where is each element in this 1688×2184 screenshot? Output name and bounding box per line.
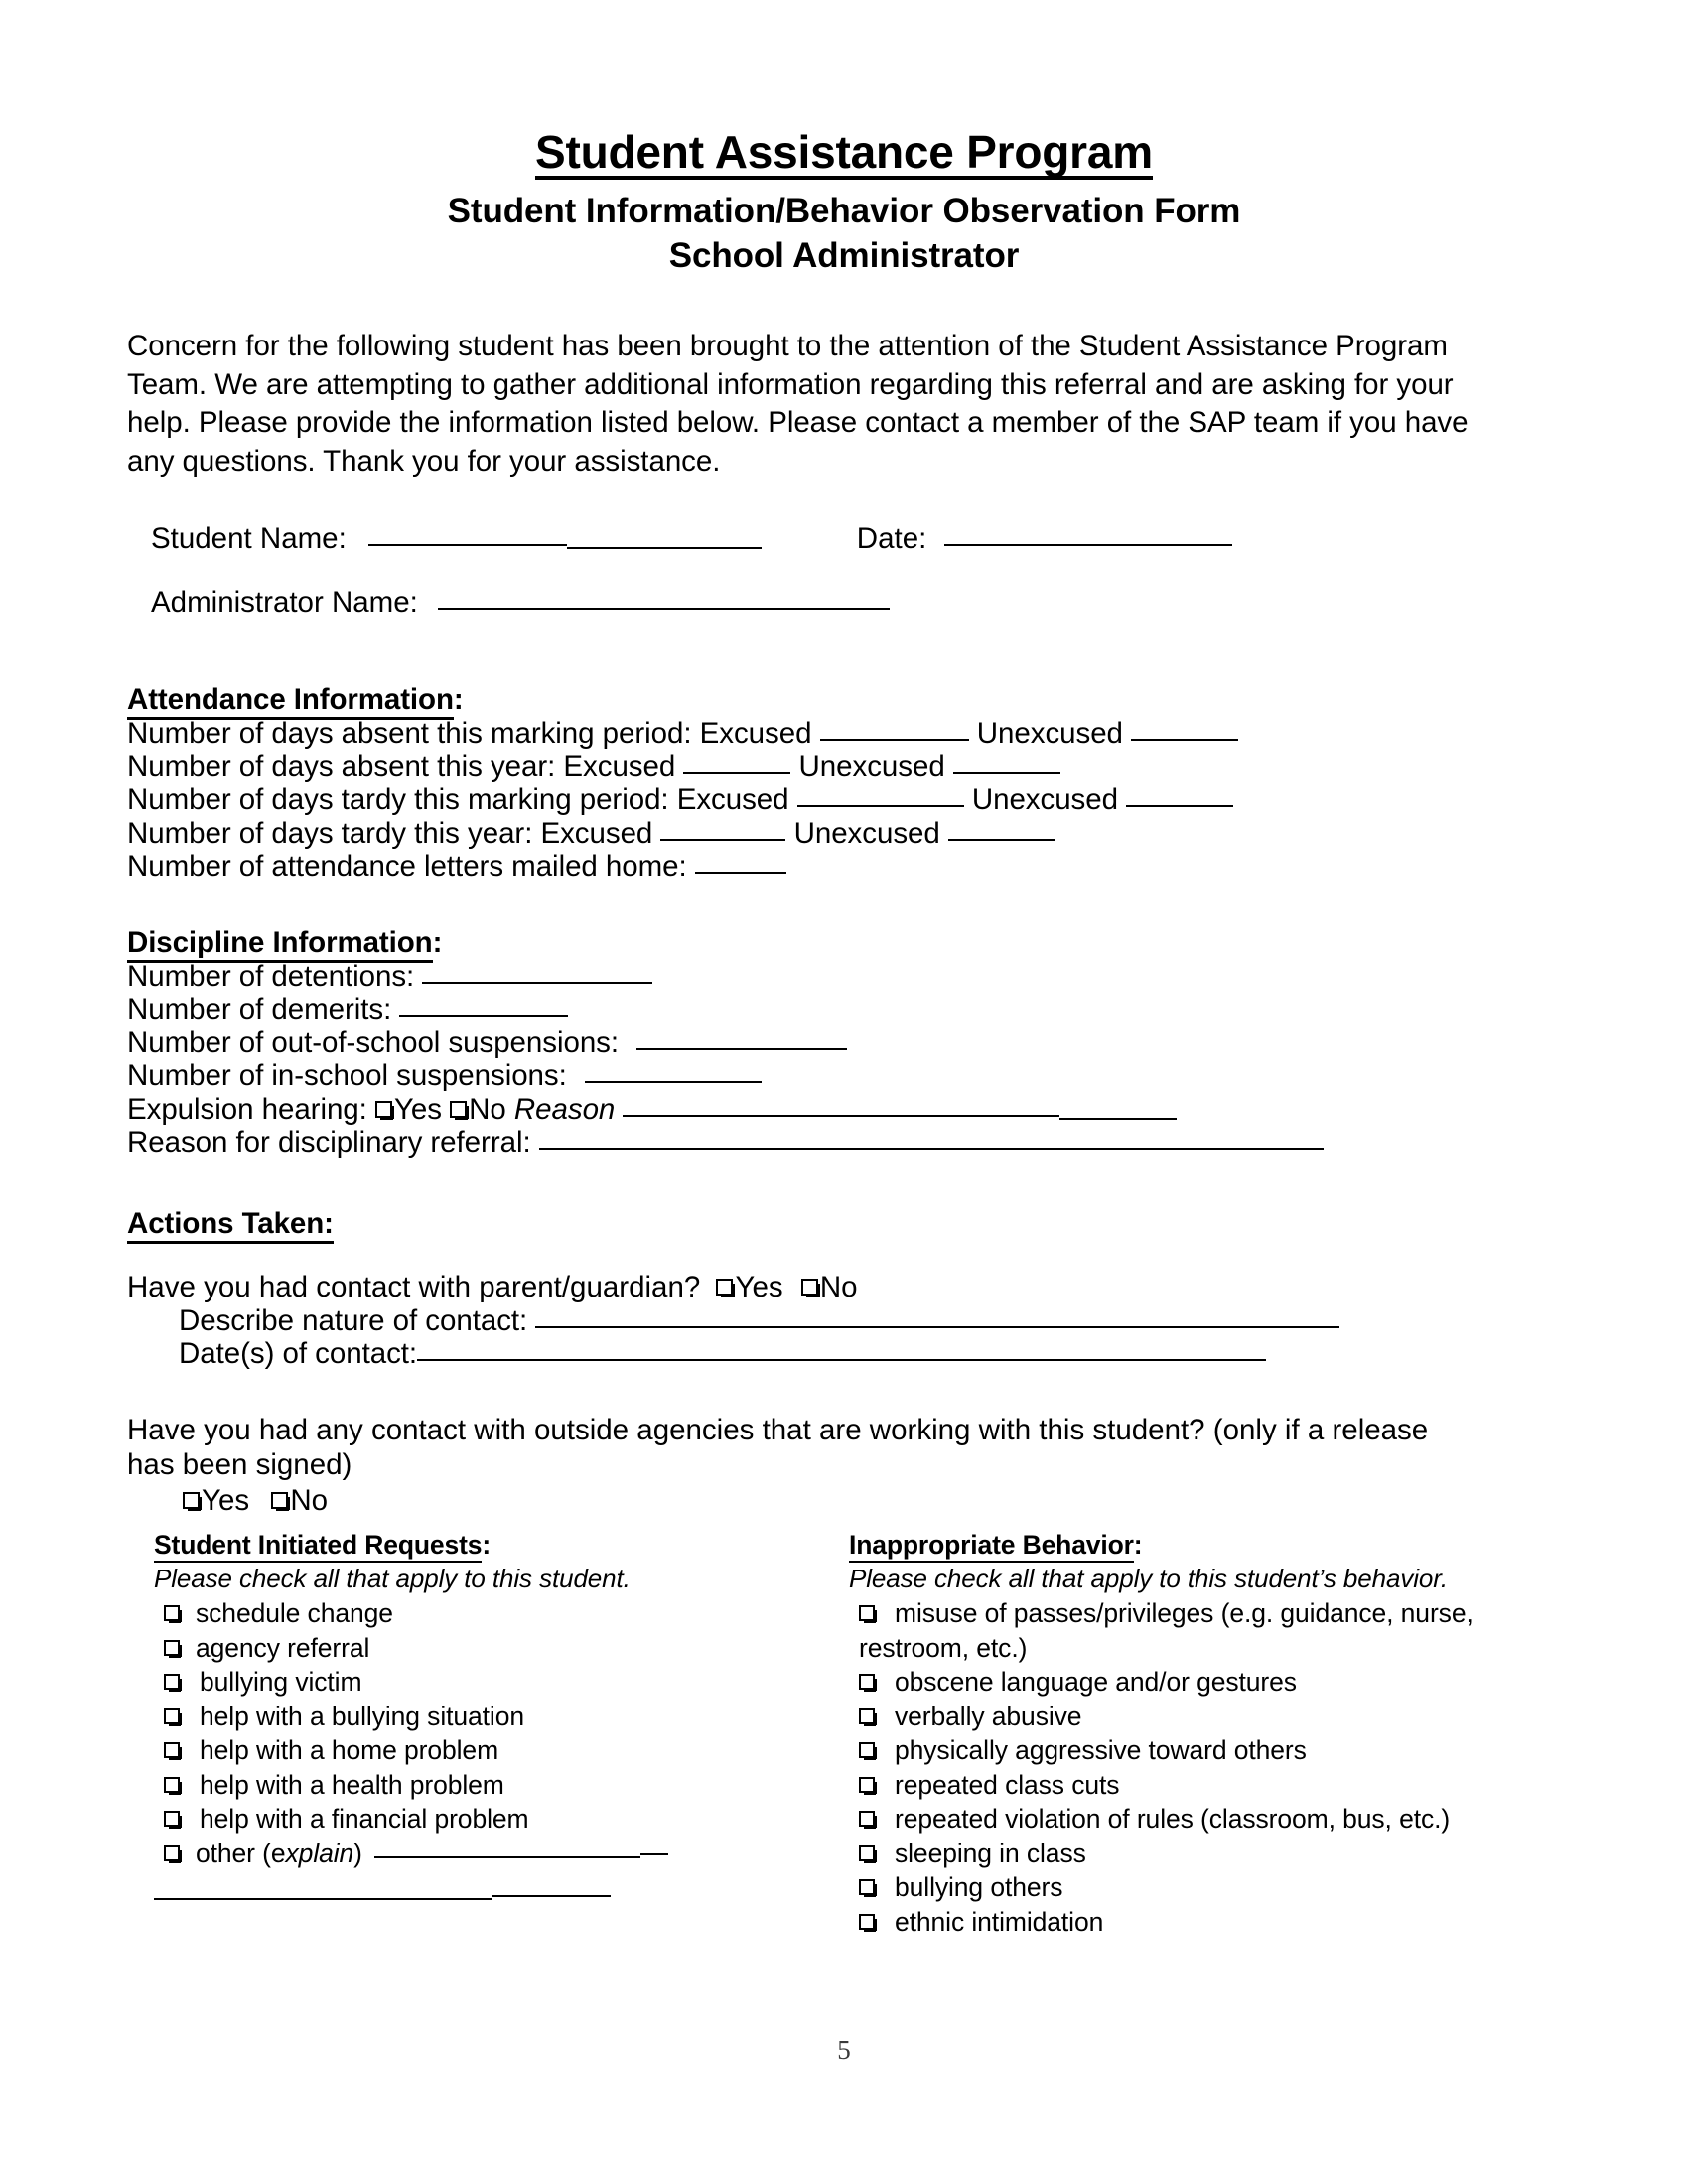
in-school-suspensions-input[interactable]	[585, 1081, 762, 1083]
expulsion-hearing-label: Expulsion hearing:	[127, 1092, 367, 1126]
checklist-item[interactable]	[154, 1733, 849, 1768]
checkbox-icon[interactable]	[859, 1777, 875, 1793]
checklist-item-label: sleeping in class	[895, 1838, 1086, 1868]
checklist-item[interactable]	[849, 1596, 1564, 1665]
agency-contact-question-line1: Have you had any contact with outside agencies that are working with this student? (only if a release	[127, 1413, 1429, 1446]
checkbox-icon[interactable]	[450, 1101, 467, 1118]
checkbox-icon[interactable]	[375, 1101, 392, 1118]
actions-heading-wrap	[127, 1207, 1557, 1241]
unexcused-input[interactable]	[1126, 805, 1233, 807]
checkbox-icon[interactable]	[164, 1674, 180, 1690]
other-label-prefix: other (e	[196, 1838, 286, 1868]
checklist-item-label: repeated class cuts	[895, 1769, 1120, 1800]
disciplinary-referral-input[interactable]	[539, 1148, 1324, 1150]
dates-of-contact-label: Date(s) of contact:	[179, 1337, 418, 1370]
discipline-heading-wrap	[127, 926, 1557, 960]
checkbox-icon[interactable]	[164, 1708, 180, 1724]
other-explain-input[interactable]	[374, 1856, 640, 1858]
checklist-item-label: obscene language and/or gestures	[895, 1667, 1297, 1697]
unexcused-input[interactable]	[1131, 739, 1238, 741]
detentions-label: Number of detentions:	[127, 959, 415, 993]
attendance-row-label: Number of days absent this marking period: Excused	[127, 717, 812, 750]
checkbox-icon[interactable]	[164, 1845, 180, 1861]
checklist-item[interactable]	[154, 1802, 849, 1837]
detentions-row	[127, 960, 1557, 994]
in-school-suspensions-row	[127, 1059, 1557, 1093]
student-name-input-ext[interactable]	[567, 547, 762, 549]
student-name-input[interactable]	[368, 544, 567, 546]
page-number: 5	[837, 2035, 851, 2065]
other-label-suffix: )	[353, 1838, 362, 1868]
demerits-label: Number of demerits:	[127, 993, 392, 1025]
demerits-row	[127, 993, 1557, 1026]
agency-no-label: No	[290, 1483, 329, 1517]
unexcused-input[interactable]	[948, 839, 1055, 841]
discipline-rows	[127, 960, 1557, 1160]
other-explain-continuation-row	[154, 1891, 849, 1909]
checklist-item[interactable]	[849, 1665, 1564, 1700]
contact-detail-rows	[127, 1304, 1557, 1371]
page-title: Student Assistance Program	[535, 126, 1153, 178]
date-input[interactable]	[944, 544, 1232, 546]
other-explain-input-line2[interactable]	[154, 1898, 492, 1900]
checkbox-icon[interactable]	[271, 1492, 288, 1509]
student-initiated-requests-heading: Student Initiated Requests:	[154, 1529, 491, 1561]
other-label-italic: xplain	[285, 1838, 354, 1868]
unexcused-label: Unexcused	[971, 783, 1118, 816]
attendance-row-label: Number of days absent this year: Excused	[127, 750, 676, 783]
attendance-letters-input[interactable]	[695, 872, 786, 874]
attendance-letters-label: Number of attendance letters mailed home:	[127, 850, 687, 883]
agency-yes-label: Yes	[202, 1483, 250, 1517]
title-main-wrap	[0, 126, 1688, 180]
student-name-label: Student Name:	[151, 522, 347, 555]
checklist-item[interactable]	[849, 1733, 1564, 1768]
attendance-heading: Attendance Information:	[127, 683, 464, 717]
checklist-item-label: verbally abusive	[895, 1701, 1082, 1731]
unexcused-label: Unexcused	[798, 750, 945, 783]
agency-contact-question-line2: has been signed)	[127, 1447, 352, 1481]
checkbox-icon[interactable]	[164, 1605, 180, 1621]
checkbox-icon[interactable]	[859, 1674, 875, 1690]
discipline-section	[127, 926, 1557, 1160]
checklist-item-other[interactable]	[154, 1837, 849, 1871]
checkbox-icon[interactable]	[801, 1279, 818, 1296]
excused-input[interactable]	[683, 772, 790, 774]
attendance-row-label: Number of days tardy this marking period: Excused	[127, 783, 789, 816]
checkbox-icon[interactable]	[859, 1708, 875, 1724]
checklist-item-label: physically aggressive toward others	[895, 1735, 1307, 1765]
describe-contact-input[interactable]	[535, 1326, 1339, 1328]
form-header	[0, 0, 1688, 277]
excused-input[interactable]	[660, 839, 785, 841]
checklist-item[interactable]	[154, 1631, 849, 1666]
checklist-item[interactable]	[849, 1768, 1564, 1803]
inappropriate-behavior-heading-wrap	[849, 1529, 1564, 1561]
attendance-rows	[127, 717, 1557, 884]
attendance-section	[127, 683, 1557, 884]
attendance-row	[127, 717, 1557, 751]
checklist-item[interactable]	[849, 1802, 1564, 1837]
checklist-item-label: schedule change	[196, 1598, 393, 1628]
parent-contact-question-row	[127, 1271, 1557, 1304]
inappropriate-behavior-heading: Inappropriate Behavior:	[849, 1529, 1142, 1561]
student-requests-note: Please check all that apply to this student.	[154, 1564, 631, 1593]
student-requests-heading-wrap	[154, 1529, 849, 1561]
checklist-item-label: agency referral	[196, 1632, 370, 1663]
actions-taken-heading: Actions Taken:	[127, 1207, 334, 1241]
detentions-input[interactable]	[422, 982, 652, 984]
attendance-row	[127, 783, 1557, 817]
checklist-item[interactable]	[849, 1837, 1564, 1871]
parent-contact-question: Have you had contact with parent/guardian?	[127, 1270, 701, 1303]
checkbox-icon[interactable]	[716, 1279, 733, 1296]
checklist-item-label: ethnic intimidation	[895, 1906, 1104, 1937]
checkbox-icon[interactable]	[859, 1845, 875, 1861]
excused-input[interactable]	[820, 739, 969, 741]
administrator-name-label: Administrator Name:	[151, 586, 418, 618]
checkbox-icon[interactable]	[859, 1879, 875, 1895]
checklist-item-label: help with a home problem	[200, 1735, 499, 1765]
expulsion-hearing-row	[127, 1093, 1557, 1127]
checklist-item[interactable]	[154, 1665, 849, 1700]
expulsion-no-label: No	[469, 1092, 506, 1126]
checklist-item-label: help with a health problem	[200, 1769, 504, 1800]
dates-of-contact-input[interactable]	[417, 1359, 1266, 1361]
expulsion-reason-label: Reason	[513, 1092, 616, 1126]
checklist-item-label: repeated violation of rules (classroom, bus, etc.)	[895, 1804, 1451, 1834]
checklist-item-label: help with a financial problem	[200, 1804, 529, 1834]
actions-taken-section	[127, 1207, 1557, 1518]
parent-contact-yes-label: Yes	[735, 1270, 783, 1303]
form-subtitle: Student Information/Behavior Observation Form	[447, 192, 1241, 230]
checkbox-icon[interactable]	[859, 1914, 875, 1930]
agency-contact-question	[127, 1413, 1497, 1482]
expulsion-reason-input-ext[interactable]	[1059, 1118, 1177, 1120]
attendance-row	[127, 817, 1557, 851]
describe-contact-label: Describe nature of contact:	[179, 1303, 528, 1337]
checklist-item-label: bullying victim	[200, 1667, 362, 1697]
out-of-school-suspensions-label: Number of out-of-school suspensions:	[127, 1025, 620, 1059]
attendance-row	[127, 751, 1557, 784]
checkbox-icon[interactable]	[164, 1777, 180, 1793]
form-body	[127, 328, 1557, 1518]
excused-input[interactable]	[797, 805, 964, 807]
checkbox-icon[interactable]	[164, 1811, 180, 1827]
disciplinary-referral-label: Reason for disciplinary referral:	[127, 1126, 531, 1159]
checkbox-icon[interactable]	[859, 1605, 875, 1621]
administrator-name-input[interactable]	[438, 608, 890, 610]
out-of-school-suspensions-row	[127, 1026, 1557, 1060]
checklist-item[interactable]	[849, 1870, 1564, 1905]
checkbox-icon[interactable]	[859, 1742, 875, 1758]
checklist-item-label: bullying others	[895, 1872, 1063, 1902]
attendance-letters-row	[127, 850, 1557, 884]
parent-contact-no-label: No	[819, 1270, 858, 1303]
other-explain-input-line2-ext[interactable]	[492, 1895, 611, 1897]
checkbox-icon[interactable]	[183, 1492, 200, 1509]
student-name-row	[127, 520, 1557, 558]
inappropriate-behavior-list	[849, 1596, 1564, 1939]
checklists	[154, 1529, 1564, 1939]
intro-paragraph: Concern for the following student has been brought to the attention of the Student Assistance Program Team. We are attempting to gather additional information regarding this referral and are asking for your help. Please provide the information listed below. Please contact a member of the SAP team if you have any questions. Thank you for your assistance.	[127, 330, 1469, 478]
attendance-heading-wrap	[127, 683, 1557, 717]
form-role-subtitle: School Administrator	[668, 235, 1020, 275]
out-of-school-suspensions-input[interactable]	[636, 1048, 847, 1050]
demerits-input[interactable]	[399, 1015, 568, 1017]
checklist-item[interactable]	[154, 1768, 849, 1803]
checklist-item-label: help with a bullying situation	[200, 1701, 524, 1731]
unexcused-input[interactable]	[953, 772, 1060, 774]
checkbox-icon[interactable]	[164, 1640, 180, 1656]
in-school-suspensions-label: Number of in-school suspensions:	[127, 1059, 567, 1092]
discipline-heading: Discipline Information:	[127, 926, 442, 960]
inappropriate-behavior-note: Please check all that apply to this student’s behavior.	[849, 1564, 1448, 1593]
checkbox-icon[interactable]	[859, 1811, 875, 1827]
unexcused-label: Unexcused	[976, 717, 1123, 750]
describe-contact-row	[179, 1304, 1557, 1338]
date-label: Date:	[856, 522, 927, 555]
inappropriate-behavior-column	[849, 1529, 1564, 1939]
disciplinary-referral-row	[127, 1126, 1557, 1160]
checklist-item[interactable]	[849, 1700, 1564, 1734]
dates-of-contact-row	[179, 1337, 1557, 1371]
unexcused-label: Unexcused	[793, 816, 940, 850]
checklist-item[interactable]	[849, 1905, 1564, 1940]
expulsion-yes-label: Yes	[393, 1092, 442, 1126]
attendance-row-label: Number of days tardy this year: Excused	[127, 816, 653, 850]
checklist-item[interactable]	[154, 1596, 849, 1631]
administrator-name-row	[127, 584, 1557, 621]
checklist-item[interactable]	[154, 1700, 849, 1734]
checklist-item-label: misuse of passes/privileges (e.g. guidance, nurse, restroom, etc.)	[859, 1598, 1474, 1663]
student-requests-list	[154, 1596, 849, 1909]
other-explain-input-ext[interactable]	[640, 1853, 668, 1855]
expulsion-reason-input[interactable]	[623, 1115, 1059, 1117]
student-initiated-requests-column	[154, 1529, 849, 1939]
checkbox-icon[interactable]	[164, 1742, 180, 1758]
agency-contact-answer-row	[127, 1484, 1557, 1518]
